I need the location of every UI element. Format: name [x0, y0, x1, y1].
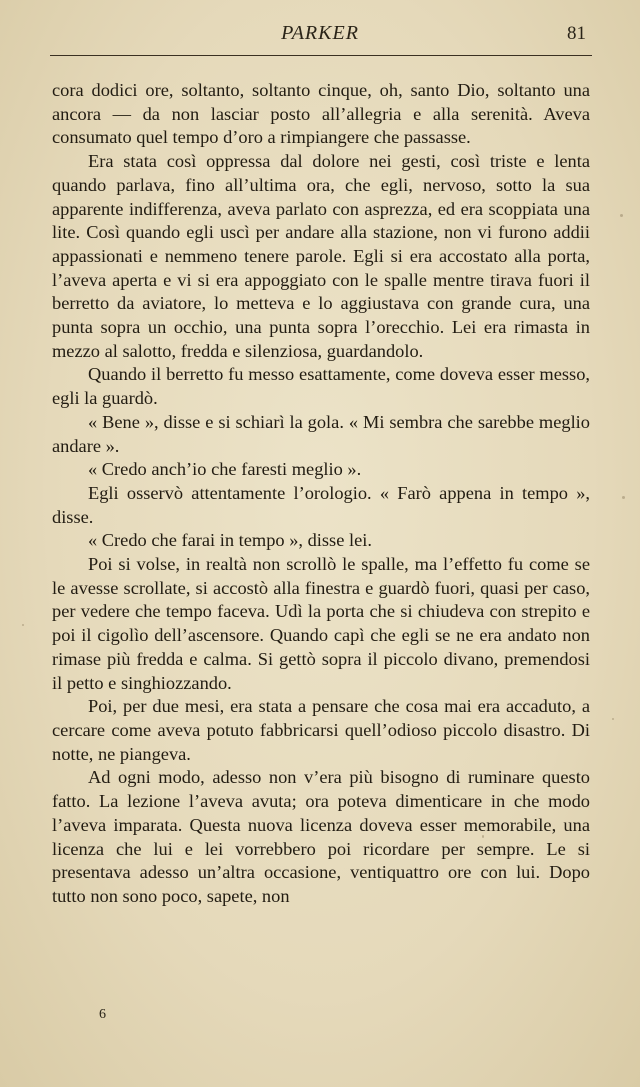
paragraph: Era stata così oppressa dal dolore nei gesti, così triste e lenta quando parlava, fino all’ultima ora, che egli, nervoso, sotto la sua apparente indifferenza, aveva parlato con asprezza, ed era scoppiata una lite. Così quando egli uscì per andare alla stazione, non vi furono addii appassionati e nemmeno tenere parole. Egli si era accostato alla porta, l’aveva aperta e vi si era appoggiato con le spalle mentre tirava fuori il berretto da aviatore, lo metteva e lo aggiustava con grande cura, una punta sopra un occhio, una punta sopra l’orecchio. Lei era rimasta in mezzo al salotto, fredda e silenziosa, guardandolo.: [52, 151, 590, 361]
paragraph: « Credo che farai in tempo », disse lei.: [88, 530, 372, 551]
paper-speck: [612, 718, 614, 720]
paper-speck: [620, 214, 623, 217]
footer-mark: 6: [99, 1007, 106, 1022]
paragraph: cora dodici ore, soltanto, soltanto cinque, oh, santo Dio, soltanto una ancora — da non lasciar posto all’allegria e alla serenità. Aveva consumato quel tempo d’oro a rimpiangere che passasse.: [52, 80, 590, 148]
body-text: [52, 79, 590, 909]
paragraph: Quando il berretto fu messo esattamente, come doveva esser messo, egli la guardò.: [52, 364, 590, 409]
paragraph: Poi si volse, in realtà non scrollò le spalle, ma l’effetto fu come se le avesse scrollate, si accostò alla finestra e guardò fuori, quasi per caso, per vedere che tempo faceva. Udì la porta che si chiudeva con strepito e poi il cigolìo dell’ascensore. Quando capì che egli se ne era andato non rimase più fredda e calma. Si gettò sopra il piccolo divano, premendosi il petto e singhiozzando.: [52, 554, 590, 693]
running-title: PARKER: [281, 22, 359, 44]
paper-speck: [22, 624, 24, 626]
paper-speck: [622, 496, 625, 499]
paragraph: Egli osservò attentamente l’orologio. « Farò appena in tempo », disse.: [52, 482, 590, 527]
header-rule: [50, 55, 592, 56]
paper-speck: [482, 835, 484, 838]
paragraph: « Credo anch’io che faresti meglio ».: [88, 459, 362, 480]
paragraph: Poi, per due mesi, era stata a pensare che cosa mai era accaduto, a cercare come aveva potuto fabbricarsi quell’odioso piccolo disastro. Di notte, ne piangeva.: [52, 696, 590, 764]
paragraph: « Bene », disse e si schiarì la gola. « Mi sembra che sarebbe meglio andare ».: [52, 411, 590, 456]
page-number: 81: [567, 23, 586, 44]
page-header: [50, 22, 590, 52]
paragraph: Ad ogni modo, adesso non v’era più bisogno di ruminare questo fatto. La lezione l’aveva avuta; ora poteva dimenticare in che modo l’aveva imparata. Questa nuova licenza doveva esser memorabile, una licenza che lui e lei vorrebbero poi ricordare per sempre. Le si presentava adesso un’altra occasione, ventiquattro ore con lui. Dopo tutto non sono poco, sapete, non: [52, 767, 590, 906]
